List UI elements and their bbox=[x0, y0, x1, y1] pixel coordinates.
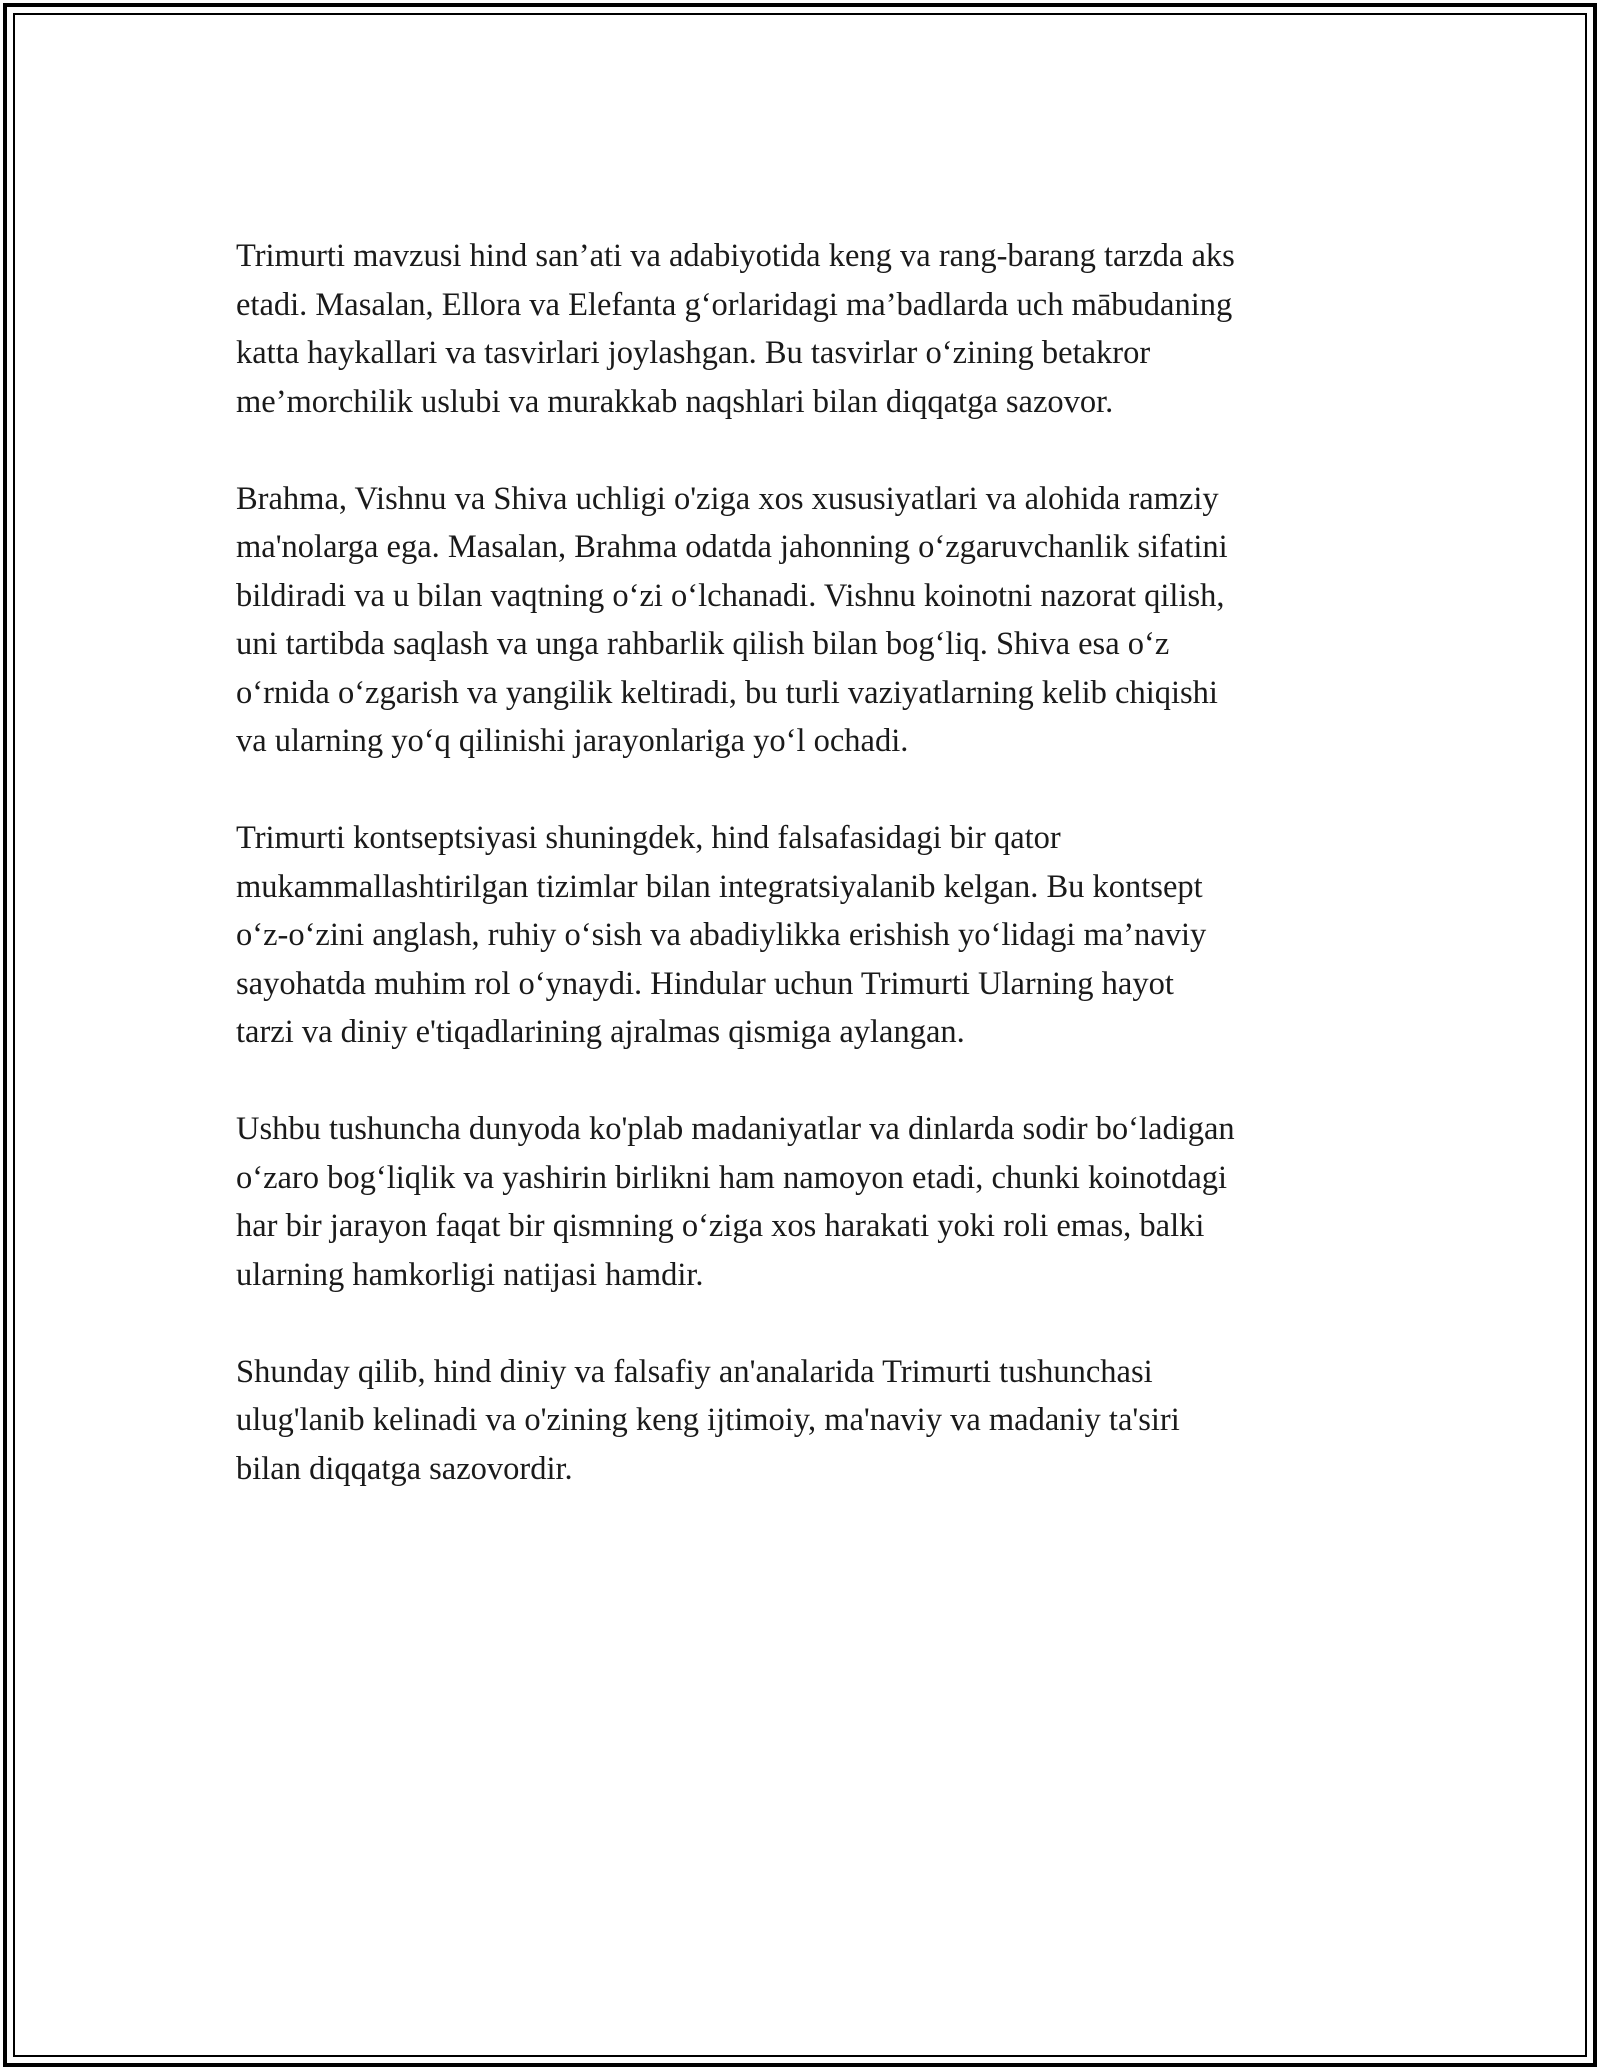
text-line: Shunday qilib, hind diniy va falsafiy an'analarida Trimurti tushunchasi bbox=[236, 1353, 1153, 1390]
text-line: o‘z-o‘zini anglash, ruhiy o‘sish va abadiylikka erishish yo‘lidagi ma’naviy bbox=[236, 917, 1207, 953]
text-line: mukammallashtirilgan tizimlar bilan integratsiyalanib kelgan. Bu kontsept bbox=[236, 868, 1203, 905]
text-line: va ularning yo‘q qilinishi jarayonlariga yo‘l ochadi. bbox=[236, 723, 909, 759]
text-line: o‘rnida o‘zgarish va yangilik keltiradi, bu turli vaziyatlarning kelib chiqishi bbox=[236, 674, 1218, 711]
text-line: ma'nolarga ega. Masalan, Brahma odatda jahonning o‘zgaruvchanlik sifatini bbox=[236, 529, 1228, 565]
paragraph-5 bbox=[236, 1348, 1376, 1494]
text-line: Trimurti kontseptsiyasi shuningdek, hind falsafasidagi bir qator bbox=[236, 820, 1061, 856]
text-line: ularning hamkorligi natijasi hamdir. bbox=[236, 1256, 704, 1293]
document-body bbox=[236, 232, 1376, 1542]
paragraph-2 bbox=[236, 475, 1376, 766]
text-line: ulug'lanib kelinadi va o'zining keng ijtimoiy, ma'naviy va madaniy ta'siri bbox=[236, 1402, 1180, 1438]
text-line: bilan diqqatga sazovordir. bbox=[236, 1450, 573, 1487]
paragraph-1 bbox=[236, 232, 1376, 426]
text-line: Trimurti mavzusi hind san’ati va adabiyotida keng va rang-barang tarzda aks bbox=[236, 238, 1235, 274]
text-line: Brahma, Vishnu va Shiva uchligi o'ziga xos xususiyatlari va alohida ramziy bbox=[236, 480, 1219, 517]
text-line: har bir jarayon faqat bir qismning o‘ziga xos harakati yoki roli emas, balki bbox=[236, 1208, 1205, 1244]
text-line: o‘zaro bog‘liqlik va yashirin birlikni ham namoyon etadi, chunki koinotdagi bbox=[236, 1159, 1228, 1196]
text-line: Ushbu tushuncha dunyoda ko'plab madaniyatlar va dinlarda sodir bo‘ladigan bbox=[236, 1111, 1235, 1147]
text-line: uni tartibda saqlash va unga rahbarlik qilish bilan bog‘liq. Shiva esa o‘z bbox=[236, 626, 1170, 662]
text-line: me’morchilik uslubi va murakkab naqshlari bilan diqqatga sazovor. bbox=[236, 383, 1114, 420]
text-line: sayohatda muhim rol o‘ynaydi. Hindular uchun Trimurti Ularning hayot bbox=[236, 965, 1174, 1002]
paragraph-3 bbox=[236, 814, 1376, 1057]
text-line: etadi. Masalan, Ellora va Elefanta g‘orlaridagi ma’badlarda uch mābudaning bbox=[236, 286, 1233, 323]
paragraph-4 bbox=[236, 1105, 1376, 1299]
text-line: tarzi va diniy e'tiqadlarining ajralmas qismiga aylangan. bbox=[236, 1014, 965, 1050]
text-line: katta haykallari va tasvirlari joylashgan. Bu tasvirlar o‘zining betakror bbox=[236, 335, 1151, 371]
text-line: bildiradi va u bilan vaqtning o‘zi o‘lchanadi. Vishnu koinotni nazorat qilish, bbox=[236, 577, 1225, 614]
